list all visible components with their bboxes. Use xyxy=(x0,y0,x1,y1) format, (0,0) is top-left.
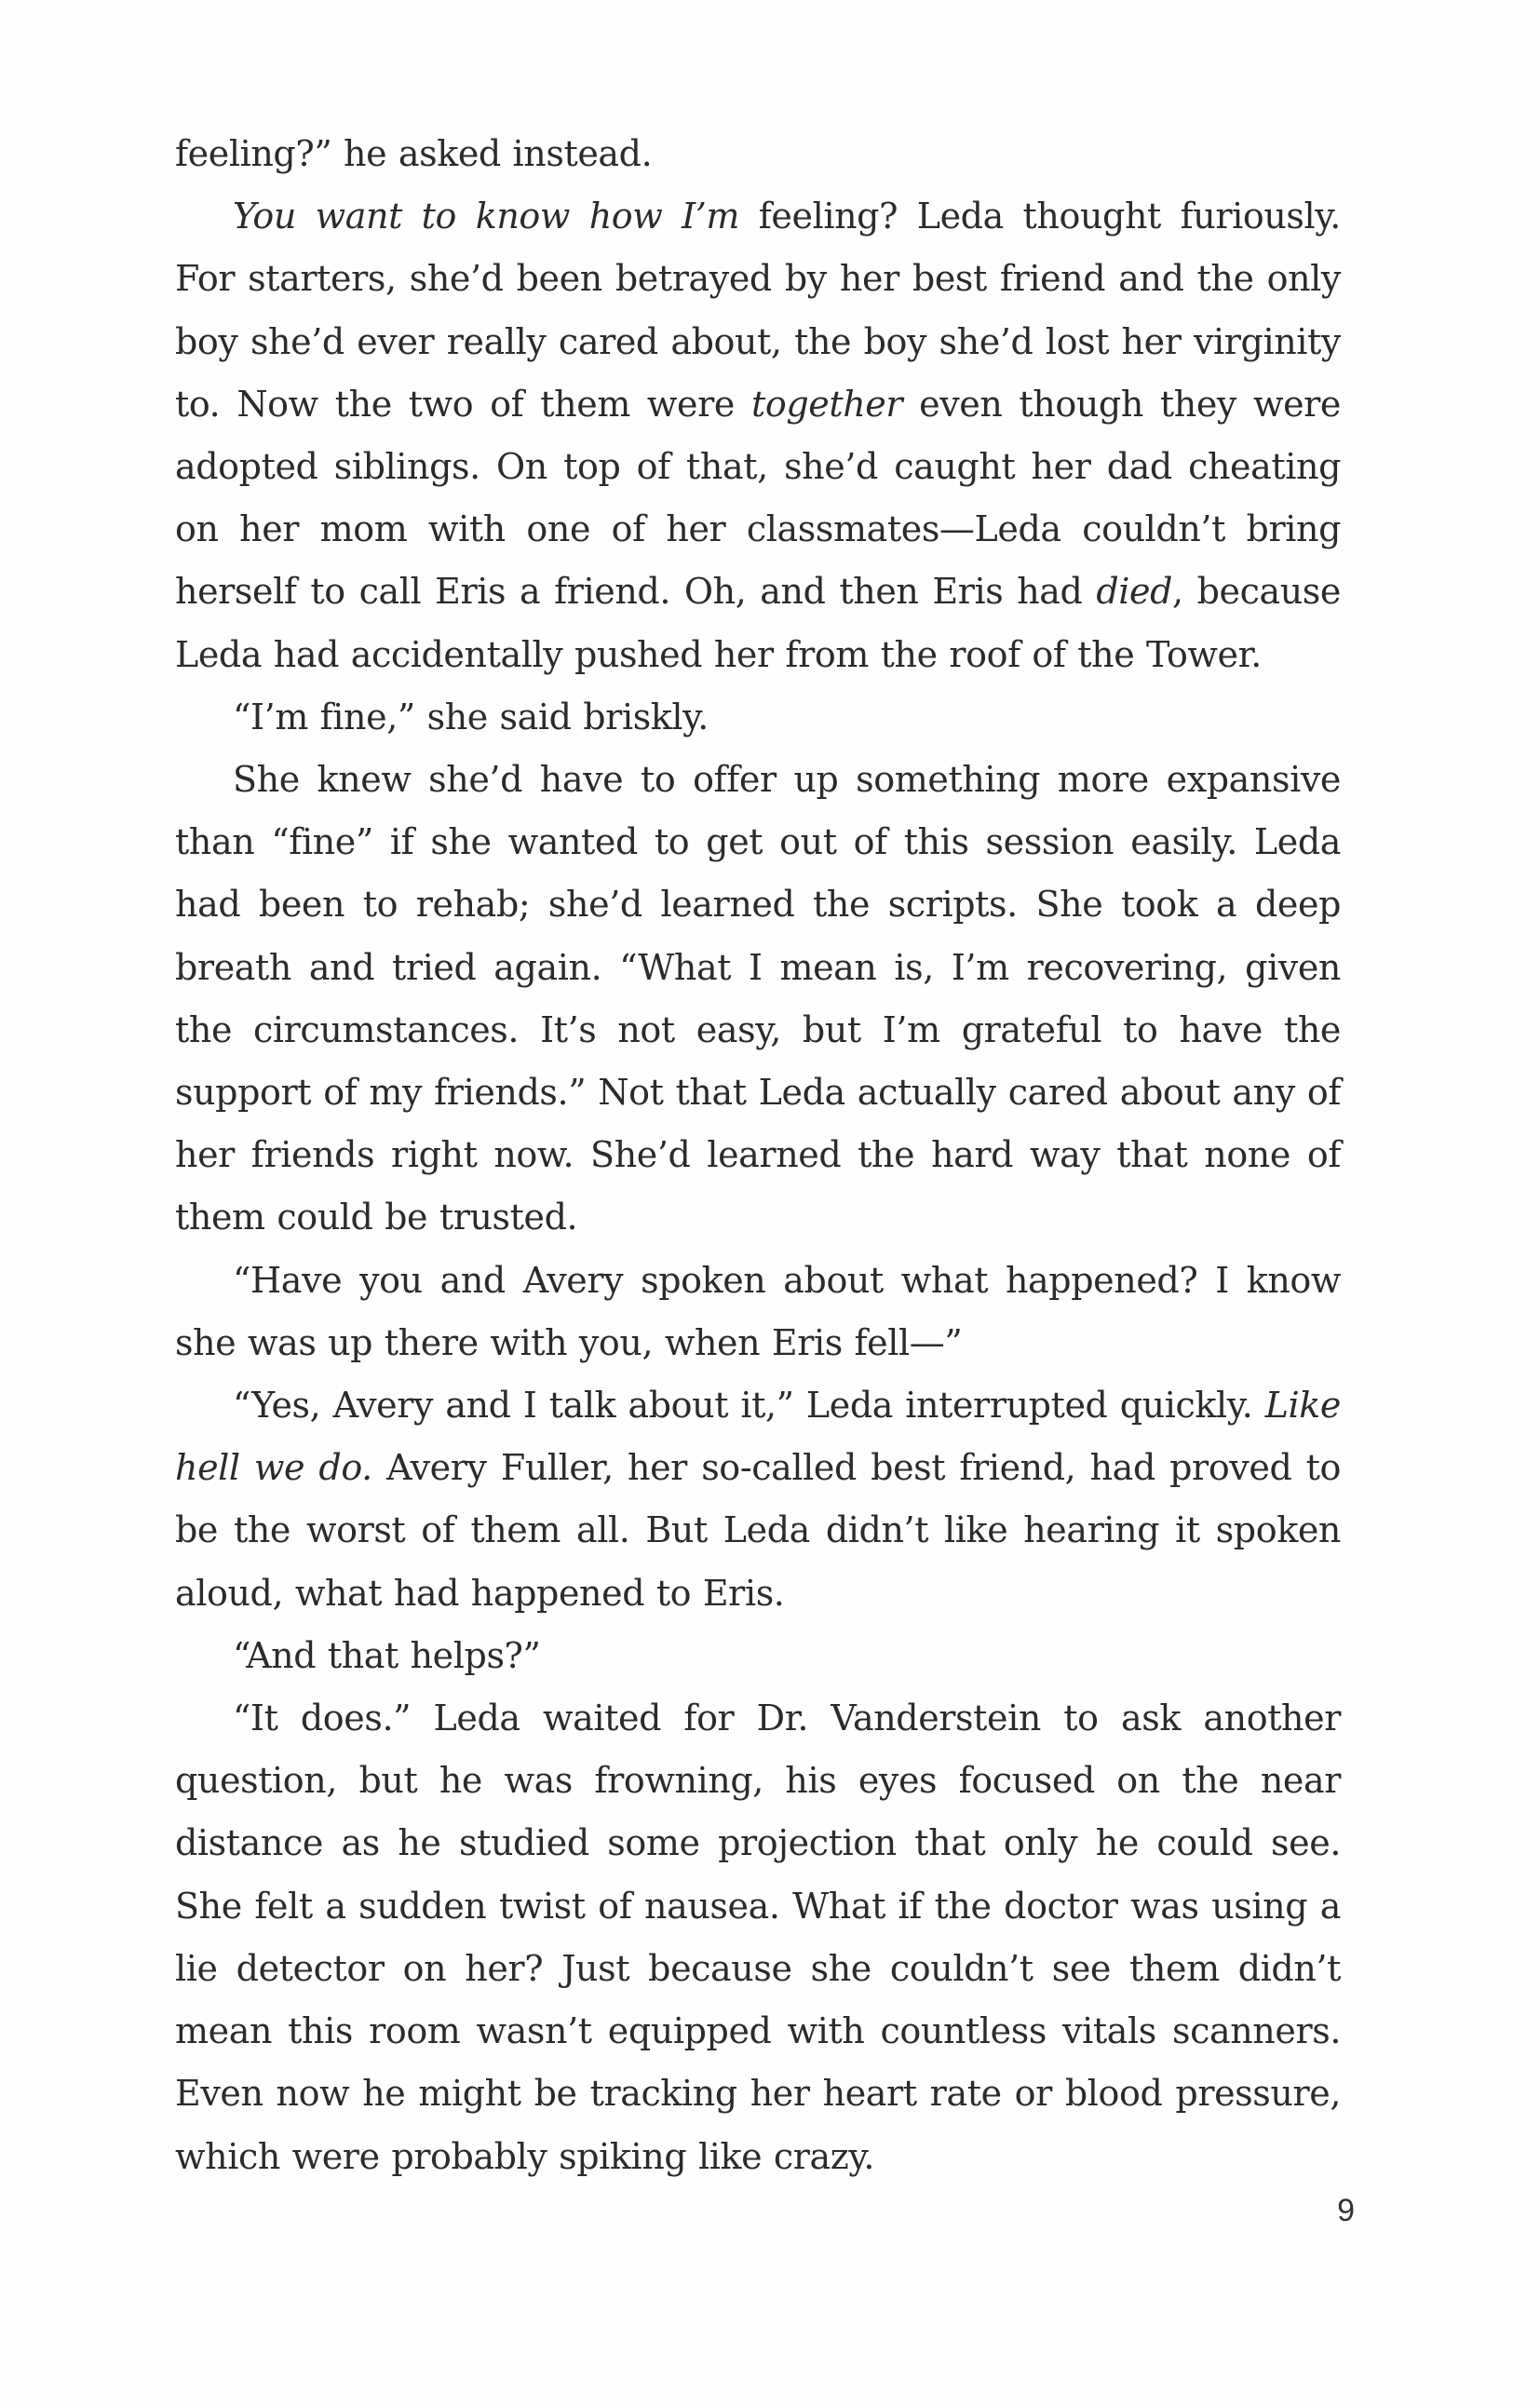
text-segment: even though they were adopted siblings. On top of that, she’d caught her dad cheating on her mom with one of her classmates—Leda couldn’t bring herself to call Eris a friend. Oh, and then Eris had xyxy=(175,383,1342,613)
text-segment: She knew she’d have to offer up something more expansive than “fine” if she wanted to get out of this session easily. Leda had been to rehab; she’d learned the scripts. She took a deep breath and tried again. “What I mean is, I’m recovering, given the circumstances. It’s not easy, but I’m grateful to have the support of my friends.” Not that Leda actually cared about any of her friends right now. She’d learned the hard way that none of them could be trusted. xyxy=(175,759,1341,1238)
paragraph xyxy=(175,123,1341,185)
paragraph xyxy=(175,1250,1341,1374)
text-segment: “It does.” Leda waited for Dr. Vanderstein to ask another question, but he was frowning, his eyes focused on the near distance as he studied some projection that only he could see. She felt a sudden twist of nausea. What if the doctor was using a lie detector on her? Just because she couldn’t see them didn’t mean this room wasn’t equipped with countless vitals scanners. Even now he might be tracking her heart rate or blood pressure, which were probably spiking like crazy. xyxy=(175,1698,1341,2177)
text-segment: Avery Fuller, her so-called best friend, had proved to be the worst of them all. But Leda didn’t like hearing it spoken aloud, what had happened to Eris. xyxy=(175,1447,1341,1614)
body-text xyxy=(175,123,1341,2188)
text-segment: “Yes, Avery and I talk about it,” Leda interrupted quickly. xyxy=(233,1385,1265,1427)
paragraph xyxy=(175,749,1341,1250)
italic-segment: died xyxy=(1096,571,1173,613)
paragraph xyxy=(175,1625,1341,1687)
italic-segment: together xyxy=(750,383,903,425)
text-segment: “Have you and Avery spoken about what happened? I know she was up there with you, when Eris fell—” xyxy=(175,1259,1341,1363)
text-segment: “And that helps?” xyxy=(233,1634,541,1676)
paragraph xyxy=(175,1374,1341,1625)
text-segment: feeling? Leda thought furiously. For starters, she’d been betrayed by her best friend and the only boy she’d ever really cared about, the boy she’d lost her virginity to. Now the two of them were xyxy=(175,196,1341,425)
text-segment: , because Leda had accidentally pushed her from the roof of the Tower. xyxy=(175,571,1341,675)
paragraph xyxy=(175,1687,1341,2188)
italic-segment: Like hell we do. xyxy=(175,1385,1341,1489)
text-segment: “I’m fine,” she said briskly. xyxy=(233,696,709,737)
text-segment: feeling?” he asked instead. xyxy=(175,133,653,174)
page-number: 9 xyxy=(1337,2193,1355,2228)
paragraph xyxy=(175,686,1341,749)
italic-segment: You want to know how I’m xyxy=(233,196,740,237)
paragraph xyxy=(175,185,1341,686)
